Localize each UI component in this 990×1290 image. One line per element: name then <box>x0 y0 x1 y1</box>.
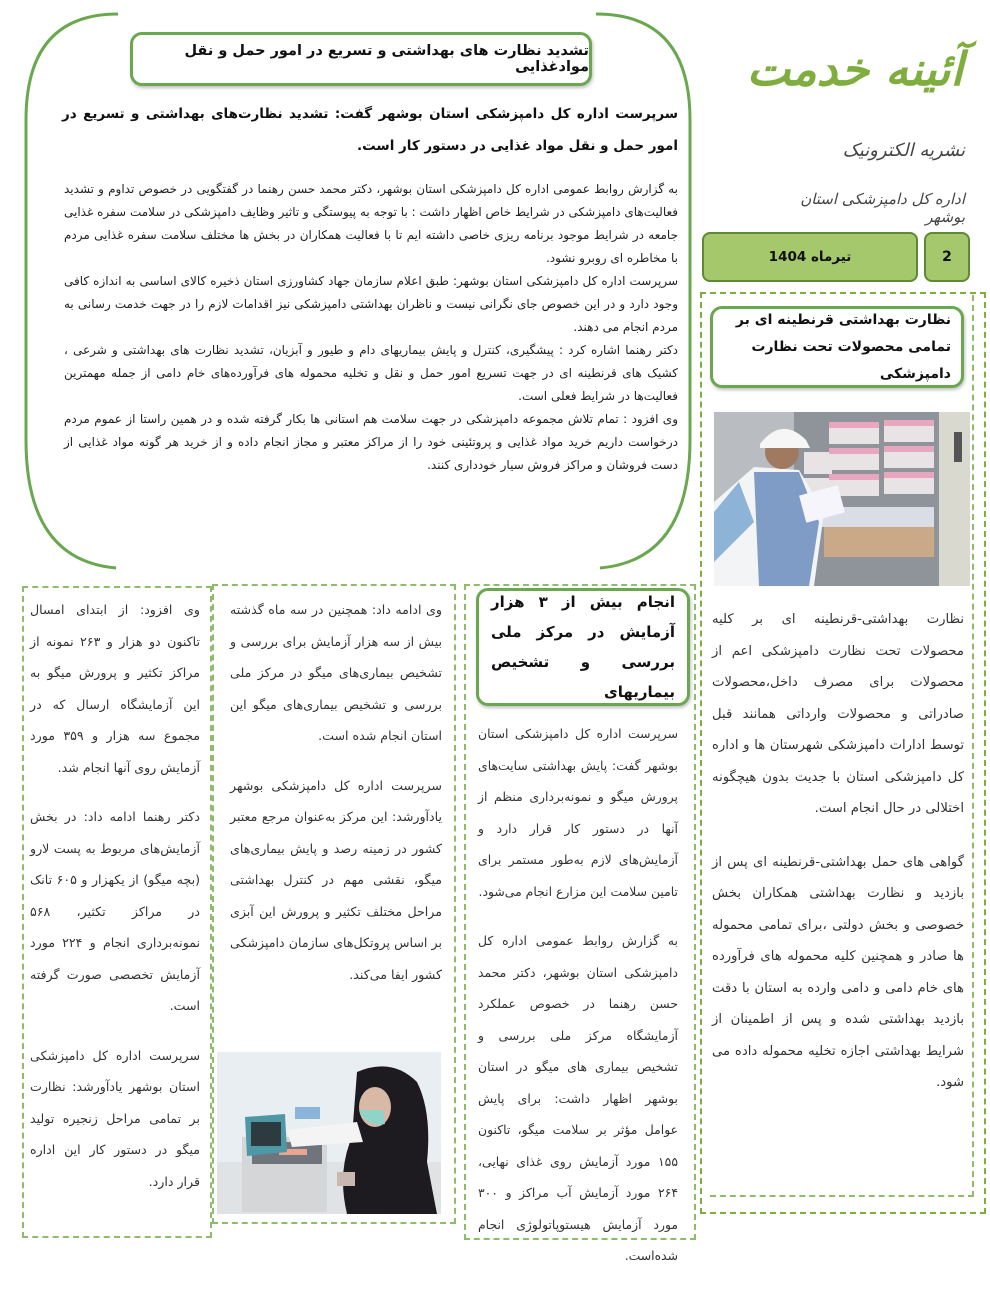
main-paragraph: وی افزود : تمام تلاش مجموعه دامپزشکی در جهت سلامت هم استانی ها بکار گرفته شده و در همین راستا از عموم مردم درخواست داریم خرید مواد غذایی و پروتئینی خود را از مراکز معتبر و مجاز انجام داده و از خرید هر گونه مواد غذایی از دست فروشان و مراکز فروش سیار خودداری کنند. <box>64 412 678 472</box>
inspector-photo-illustration <box>714 412 970 586</box>
lab-photo-illustration <box>217 1052 441 1214</box>
lab-paragraph: وی ادامه داد: همچنین در سه ماه گذشته بیش از سه هزار آزمایش برای بررسی و تشخیص بیماری‌های میگو در مرکز ملی بررسی و تشخیص بیماری‌های میگو این استان انجام شده است. <box>230 602 442 743</box>
main-paragraph: دکتر رهنما اشاره کرد : پیشگیری، کنترل و پایش بیماریهای دام و طیور و آبزیان، تشدید نظارت های بهداشتی و شرعی ، کشیک های قرنطینه ای در جهت تسریع امور حمل و نقل و تخلیه محموله های فرآورده‌های خام دامی از جمله مهمترین فعالیت‌ها در شرایط فعلی است. <box>64 343 678 403</box>
lab-photo <box>217 1052 441 1214</box>
main-headline: تشدید نظارت های بهداشتی و تسریع در امور حمل و نقل موادغذایی <box>184 43 589 75</box>
masthead-organization: اداره کل دامپزشکی استان بوشهر <box>800 190 965 226</box>
masthead-title: آئینه خدمت <box>746 42 964 96</box>
main-lead: سرپرست اداره کل دامپزشکی استان بوشهر گفت: تشدید نظارت‌های بهداشتی و تسریع در امور حمل و نقل مواد غذایی در دستور کار است. <box>62 106 678 154</box>
lab-column-1-text <box>478 718 678 1290</box>
lab-paragraph: وی افزود: از ابتدای امسال تاکنون دو هزار و ۲۶۳ نمونه از مراکز تکثیر و پرورش میگو به این آزمایشگاه ارسال که در مجموع سه هزار و ۳۵۹ مورد آزمایش روی آنها انجام شد. <box>30 602 201 775</box>
quarantine-paragraph: گواهی های حمل بهداشتی-قرنطینه ای پس از بازدید و نظارت بهداشتی همکاران بخش خصوصی و بخش دولتی ،برای تمامی محموله ها صادر و همچنین کلیه محموله های فرآورده های خام دامی و دامی وارده به استان با دقت بازدید بهداشتی شده و پس از اطمینان از شرایط بهداشتی اجازه تخلیه محموله داده می شود. <box>712 854 964 1090</box>
issue-number: 2 <box>942 249 952 265</box>
masthead-subtitle: نشریه الکترونیک <box>842 140 965 161</box>
issue-number-box <box>924 232 970 282</box>
lab-paragraph: سرپرست اداره کل دامپزشکی بوشهر یادآورشد: این مرکز به‌عنوان مرجع معتبر کشور در زمینه رصد و پایش بیماری‌های میگو، نقشی مهم در کنترل بهداشتی مراحل مختلف تکثیر و پرورش این آبزی بر اساس پروتکل‌های سازمان دامپزشکی کشور ایفا می‌کند. <box>230 777 442 982</box>
issue-date: تیرماه 1404 <box>768 249 852 265</box>
main-paragraph: به گزارش روابط عمومی اداره کل دامپزشکی استان بوشهر، دکتر محمد حسن رهنما در گفتگویی در خصوص تداوم و تشدید فعالیت‌های دامپزشکی در شرایط خاص اظهار داشت : با توجه به پیوستگی و تاثیر وظایف دامپزشکی در سلامت سفره غذایی جامعه در شرایط موجود برنامه ریزی خاصی داشته ایم تا با فعالیت همکاران در بخش ها مختلف سلامت سفره غذایی مردم با مخاطره ای روبرو نشود. <box>64 182 678 265</box>
lab-paragraph: دکتر رهنما ادامه داد: در بخش آزمایش‌های مربوط به پست لارو (بچه میگو) از یکهزار و ۶۰۵ تانک در مراکز تکثیر، ۵۶۸ نمونه‌برداری انجام و ۲۲۴ مورد آزمایش تخصصی صورت گرفته است. <box>30 809 200 1013</box>
lab-paragraph: به گزارش روابط عمومی اداره کل دامپزشکی استان بوشهر، دکتر محمد حسن رهنما در خصوص عملکرد آزمایشگاه مرکز ملی بررسی و تشخیص بیماری های میگو در استان بوشهر اظهار داشت: برای پایش عوامل مؤثر بر سلامت میگو، تاکنون ۱۵۵ مورد آزمایش روی غذای نهایی، ۲۶۴ مورد آزمایش آب مراکز و ۳۰۰ مورد آزمایش هیستوپاتولوژی انجام شده‌است. <box>478 933 678 1263</box>
quarantine-headline-box <box>710 306 964 388</box>
quarantine-headline: نظارت بهداشتی قرنطینه ای بر تمامی محصولات تحت نظارت دامپزشکی <box>735 311 951 382</box>
lab-headline: انجام بیش از ۳ هزار آزمایش در مرکز ملی بررسی و تشخیص بیماریهای <box>491 593 675 701</box>
inspector-photo <box>714 412 970 586</box>
main-paragraph: سرپرست اداره کل دامپزشکی استان بوشهر: طبق اعلام سازمان جهاد کشاورزی استان ذخیره کالای اساسی به اندازه کافی وجود دارد و در این خصوص جای نگرانی نیست و ناظران بهداشتی دامپزشکی نیز اقدامات لازم را در جهت خدمت رسانی به مردم انجام می دهند. <box>64 274 678 334</box>
lab-headline-box <box>476 588 690 706</box>
main-body <box>64 178 678 477</box>
lab-paragraph: سرپرست اداره کل دامپزشکی استان بوشهر گفت: پایش بهداشتی سایت‌های پرورش میگو و نمونه‌برداری منظم از آنها در دستور کار قرار دارد و آزمایش‌های لازم به‌طور مستمر برای تامین سلامت این مزارع انجام می‌شود. <box>478 726 678 899</box>
lab-paragraph: سرپرست اداره کل دامپزشکی استان بوشهر یادآورشد: نظارت بر تمامی مراحل زنجیره تولید میگو در دستور کار این اداره قرار دارد. <box>30 1047 200 1189</box>
lab-column-3-text <box>30 594 200 1215</box>
quarantine-paragraph: نظارت بهداشتی-قرنطینه ای بر کلیه محصولات تحت نظارت دامپزشکی اعم از محصولات برای مصرف داخل،محصولات صادراتی و محصولات وارداتی همانند قبل توسط ادارات دامپزشکی شهرستان ها و اداره کل دامپزشکی استان با جدیت بدون هیچگونه اختلالی در حال انجام است. <box>712 612 964 816</box>
quarantine-body <box>712 604 964 1121</box>
main-headline-box <box>130 32 592 86</box>
lab-column-2-text <box>230 594 442 1008</box>
issue-date-box <box>702 232 918 282</box>
